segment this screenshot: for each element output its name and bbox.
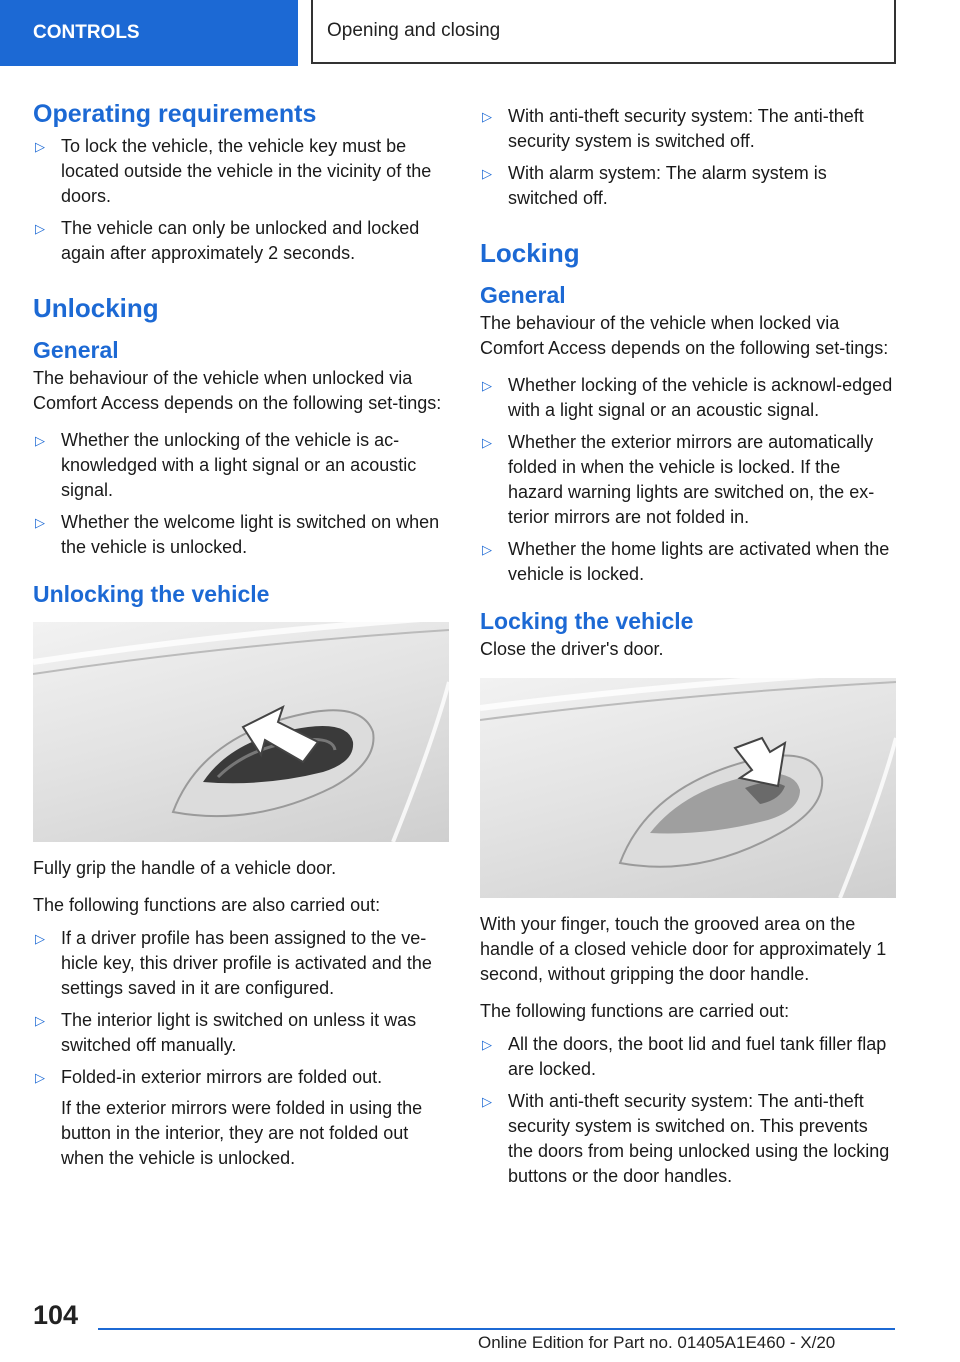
list-item: ▷ The interior light is switched on unless it was switched off manually. xyxy=(35,1010,417,1055)
list-item: ▷ The vehicle can only be unlocked and locked again after approximately 2 seconds. xyxy=(35,218,420,263)
general-text: The behaviour of the vehicle when unlocked via Comfort Access depends on the following set-tings: xyxy=(33,368,442,413)
triangle-bullet-icon: ▷ xyxy=(35,1013,45,1028)
heading-unlocking-the-vehicle: Unlocking the vehicle xyxy=(33,581,270,607)
triangle-bullet-icon: ▷ xyxy=(35,1070,45,1085)
right-column xyxy=(480,104,896,1201)
grip-caption: Fully grip the handle of a vehicle door. xyxy=(33,858,337,878)
triangle-bullet-icon: ▷ xyxy=(482,435,492,450)
functions-list xyxy=(480,1032,896,1189)
footer-edition: Online Edition for Part no. 01405A1E460 - X/20 xyxy=(478,1333,836,1352)
general-list xyxy=(480,373,896,587)
list-item: ▷ Whether the home lights are activated when the vehicle is locked. xyxy=(482,539,890,584)
list-item: ▷ With anti-theft security system: The anti-theft security system is switched on. This prevents the doors from being unlocked using the locking buttons or the door handles. xyxy=(482,1091,890,1186)
triangle-bullet-icon: ▷ xyxy=(35,433,45,448)
section-tab: CONTROLS xyxy=(0,0,298,66)
general-list xyxy=(33,428,449,560)
operating-list xyxy=(33,134,449,266)
page-header xyxy=(0,0,960,66)
door-handle-touch-illustration xyxy=(480,678,896,898)
triangle-bullet-icon: ▷ xyxy=(35,515,45,530)
door-handle-grip-image xyxy=(33,622,449,842)
triangle-bullet-icon: ▷ xyxy=(35,221,45,236)
list-item: ▷ Whether the welcome light is switched on when the vehicle is unlocked. xyxy=(35,512,440,557)
functions-intro: The following functions are carried out: xyxy=(480,1001,790,1021)
heading-general: General xyxy=(480,282,566,308)
chapter-title: Opening and closing xyxy=(311,0,896,64)
security-list xyxy=(480,104,896,211)
heading-general: General xyxy=(33,337,119,363)
list-item: ▷ With anti-theft security system: The anti-theft security system is switched off. xyxy=(482,106,864,151)
list-item: ▷ All the doors, the boot lid and fuel tank filler flap are locked. xyxy=(482,1034,887,1079)
triangle-bullet-icon: ▷ xyxy=(35,931,45,946)
triangle-bullet-icon: ▷ xyxy=(482,166,492,181)
heading-locking: Locking xyxy=(480,238,580,268)
door-handle-grip-illustration xyxy=(33,622,449,842)
triangle-bullet-icon: ▷ xyxy=(482,109,492,124)
left-column xyxy=(33,98,449,1183)
heading-operating-requirements: Operating requirements xyxy=(33,100,317,128)
heading-unlocking: Unlocking xyxy=(33,293,159,323)
functions-list xyxy=(33,926,449,1171)
general-text: The behaviour of the vehicle when locked via Comfort Access depends on the following set-tings: xyxy=(480,313,889,358)
close-door-text: Close the driver's door. xyxy=(480,639,664,659)
functions-intro: The following functions are also carried out: xyxy=(33,895,381,915)
list-item: ▷ Whether the unlocking of the vehicle is ac-knowledged with a light signal or an acoustic signal. xyxy=(35,430,417,500)
heading-locking-the-vehicle: Locking the vehicle xyxy=(480,608,694,634)
triangle-bullet-icon: ▷ xyxy=(482,542,492,557)
list-item: ▷ With alarm system: The alarm system is switched off. xyxy=(482,163,827,208)
triangle-bullet-icon: ▷ xyxy=(482,1037,492,1052)
triangle-bullet-icon: ▷ xyxy=(482,378,492,393)
mirror-note: If the exterior mirrors were folded in using the button in the interior, they are not folded out when the vehicle is unlocked. xyxy=(61,1098,423,1168)
list-item: ▷ Folded-in exterior mirrors are folded out. If the exterior mirrors were folded in using the button in the interior, they are not folded out when the vehicle is unlocked. xyxy=(33,1065,449,1171)
door-handle-touch-image xyxy=(480,678,896,898)
list-item: ▷ Whether locking of the vehicle is acknowl-edged with a light signal or an acoustic signal. xyxy=(482,375,893,420)
list-item: ▷ Whether the exterior mirrors are automatically folded in when the vehicle is locked. If the hazard warning lights are switched on, the ex-terior mirrors are not folded in. xyxy=(482,432,875,527)
list-item: ▷ To lock the vehicle, the vehicle key must be located outside the vehicle in the vicinity of the doors. xyxy=(35,136,432,206)
list-item: ▷ If a driver profile has been assigned to the ve-hicle key, this driver profile is activated and the settings saved in it are configured. xyxy=(35,928,432,998)
triangle-bullet-icon: ▷ xyxy=(35,139,45,154)
triangle-bullet-icon: ▷ xyxy=(482,1094,492,1109)
touch-text: With your finger, touch the grooved area on the handle of a closed vehicle door for approximately 1 second, without gripping the door handle. xyxy=(480,914,887,984)
page-number: 104 xyxy=(33,1300,79,1330)
footer-divider xyxy=(98,1328,895,1330)
